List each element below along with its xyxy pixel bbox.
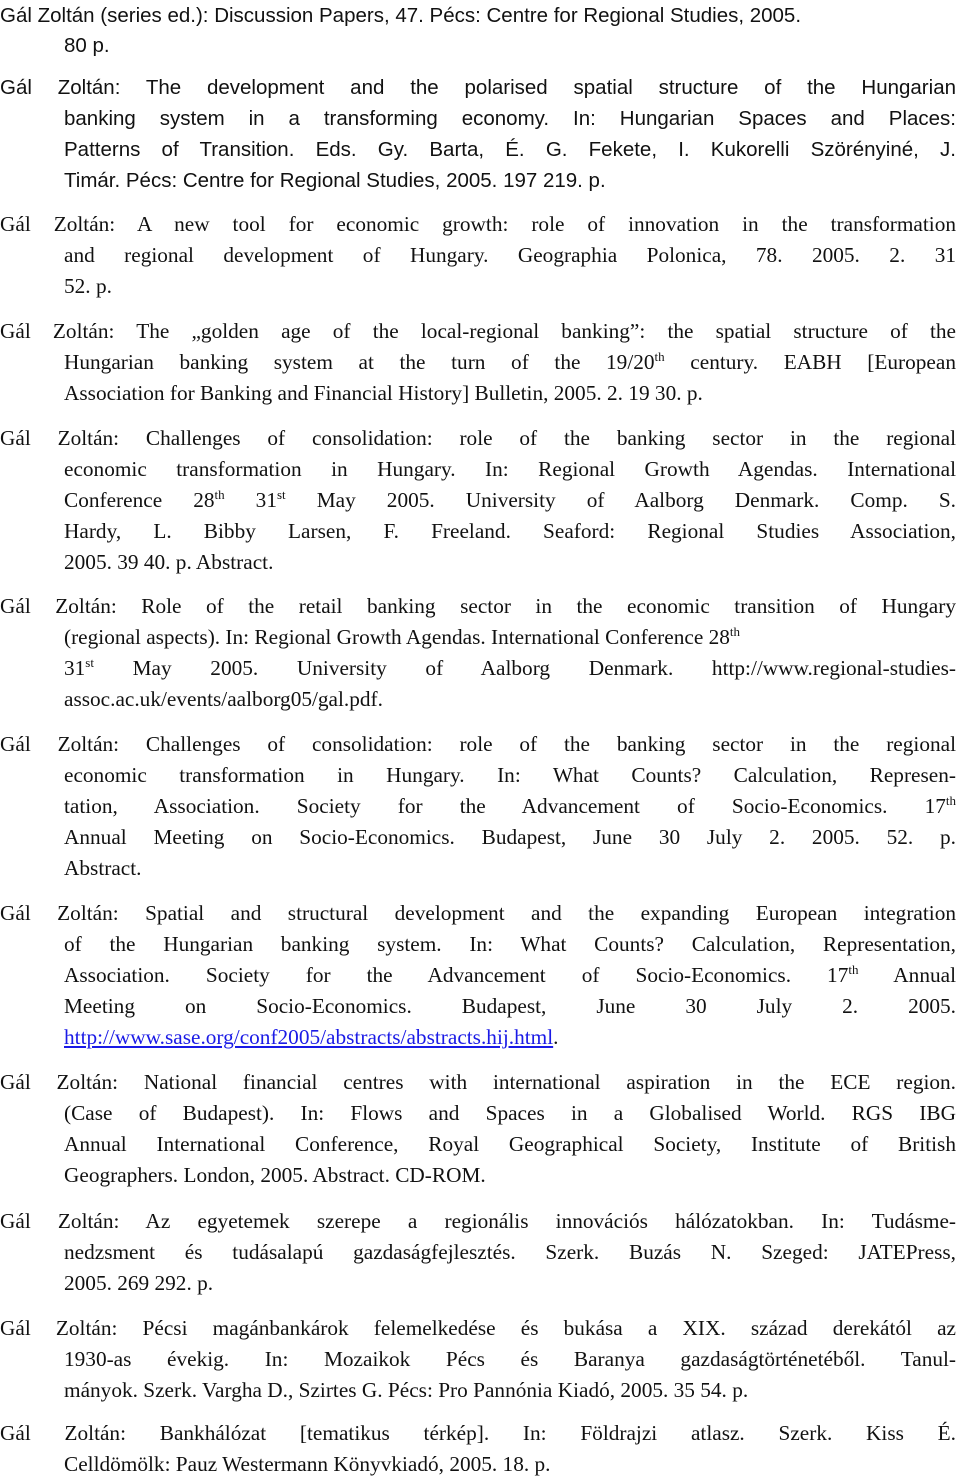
line-text: 31 xyxy=(64,656,86,680)
reference-line: 80 p. xyxy=(64,34,110,57)
reference-line: Gál Zoltán: Challenges of consolidation: role of the banking sector in the regional xyxy=(0,732,956,756)
line-text: May 2005. University of Aalborg Denmark. Comp. S. xyxy=(285,488,957,512)
line-text: May 2005. University of Aalborg Denmark. http://www.regional-studies- xyxy=(93,656,956,680)
reference-line: Gál Zoltán: Az egyetemek szerepe a regionális innovációs hálózatokban. In: Tudásme- xyxy=(0,1209,956,1233)
reference-line: Gál Zoltán: The development and the polarised spatial structure of the Hungarian xyxy=(0,76,956,99)
reference-line: economic transformation in Hungary. In: Regional Growth Agendas. International xyxy=(64,457,956,481)
reference-line: Gál Zoltán: Role of the retail banking sector in the economic transition of Hungary xyxy=(0,594,956,618)
superscript: th xyxy=(729,623,741,639)
line-text: . xyxy=(553,1025,559,1049)
line-text: century. EABH [European xyxy=(664,350,956,374)
reference-line xyxy=(64,622,956,653)
reference-line: 1930-as évekig. In: Mozaikok Pécs és Baranya gazdaságtörténetéből. Tanul- xyxy=(64,1347,956,1371)
reference-line xyxy=(64,1022,956,1053)
superscript: th xyxy=(214,486,225,502)
reference-line: Gál Zoltán: A new tool for economic growth: role of innovation in the transformation xyxy=(0,212,956,236)
reference-line: Gál Zoltán (series ed.): Discussion Papers, 47. Pécs: Centre for Regional Studies, 2005. xyxy=(0,4,802,27)
line-text: tation, Association. Society for the Advancement of Socio-Economics. 17 xyxy=(64,794,946,818)
superscript: th xyxy=(848,961,859,977)
reference-line: 52. p. xyxy=(64,274,112,298)
reference-line: mányok. Szerk. Vargha D., Szirtes G. Pécs: Pro Pannónia Kiadó, 2005. 35 54. p. xyxy=(64,1378,749,1402)
superscript: st xyxy=(276,486,286,502)
reference-line xyxy=(64,485,956,516)
line-text: Hungarian banking system at the turn of the 19/20 xyxy=(64,350,655,374)
reference-line: Gál Zoltán: National financial centres with international aspiration in the ECE region. xyxy=(0,1070,956,1094)
reference-line xyxy=(64,653,956,684)
reference-line xyxy=(64,791,956,822)
reference-line: Gál Zoltán: Challenges of consolidation: role of the banking sector in the regional xyxy=(0,426,956,450)
reference-line: Gál Zoltán: Bankhálózat [tematikus térkép]. In: Földrajzi atlasz. Szerk. Kiss É. xyxy=(0,1421,956,1445)
reference-line: Timár. Pécs: Centre for Regional Studies, 2005. 197 219. p. xyxy=(64,169,606,192)
reference-line: Annual International Conference, Royal Geographical Society, Institute of British xyxy=(64,1132,956,1156)
reference-line: of the Hungarian banking system. In: What Counts? Calculation, Representation, xyxy=(64,932,956,956)
reference-line: and regional development of Hungary. Geographia Polonica, 78. 2005. 2. 31 xyxy=(64,243,956,267)
reference-line: Association for Banking and Financial History] Bulletin, 2005. 2. 19 30. p. xyxy=(64,381,703,405)
reference-line: Gál Zoltán: The „golden age of the local-regional banking”: the spatial structure of the xyxy=(0,319,956,343)
line-text: Association. Society for the Advancement of Socio-Economics. 17 xyxy=(64,963,849,987)
superscript: th xyxy=(945,792,956,808)
reference-line xyxy=(64,960,956,991)
reference-line: 2005. 269 292. p. xyxy=(64,1271,214,1295)
reference-line: banking system in a transforming economy. In: Hungarian Spaces and Places: xyxy=(64,107,956,130)
reference-line: nedzsment és tudásalapú gazdaságfejlesztés. Szerk. Buzás N. Szeged: JATEPress, xyxy=(64,1240,956,1264)
reference-line: Gál Zoltán: Pécsi magánbankárok felemelkedése és bukása a XIX. század derekától az xyxy=(0,1316,956,1340)
line-text: Conference 28 xyxy=(64,488,215,512)
reference-line: Hardy, L. Bibby Larsen, F. Freeland. Seaford: Regional Studies Association, xyxy=(64,519,956,543)
line-text: 31 xyxy=(224,488,277,512)
reference-line: (Case of Budapest). In: Flows and Spaces in a Globalised World. RGS IBG xyxy=(64,1101,956,1125)
reference-line: Geographers. London, 2005. Abstract. CD-ROM. xyxy=(64,1163,486,1187)
reference-line: 2005. 39 40. p. Abstract. xyxy=(64,550,274,574)
sase-abstracts-link[interactable]: http://www.sase.org/conf2005/abstracts/abstracts.hij.html xyxy=(64,1025,554,1049)
line-text: Annual xyxy=(858,963,956,987)
reference-line: Gál Zoltán: Spatial and structural development and the expanding European integration xyxy=(0,901,956,925)
reference-line: Abstract. xyxy=(64,856,142,880)
reference-line: Annual Meeting on Socio-Economics. Budapest, June 30 July 2. 2005. 52. p. xyxy=(64,825,956,849)
line-text: (regional aspects). In: Regional Growth Agendas. International Conference 28 xyxy=(64,625,730,649)
reference-line: assoc.ac.uk/events/aalborg05/gal.pdf. xyxy=(64,687,383,711)
superscript: st xyxy=(85,654,94,670)
reference-line: economic transformation in Hungary. In: What Counts? Calculation, Represen- xyxy=(64,763,956,787)
reference-line: Patterns of Transition. Eds. Gy. Barta, É. G. Fekete, I. Kukorelli Szörényiné, J. xyxy=(64,138,956,161)
superscript: th xyxy=(654,348,665,364)
reference-line: Celldömölk: Pauz Westermann Könyvkiadó, 2005. 18. p. xyxy=(64,1452,551,1476)
reference-line: Meeting on Socio-Economics. Budapest, June 30 July 2. 2005. xyxy=(64,994,956,1018)
reference-line xyxy=(64,347,956,378)
